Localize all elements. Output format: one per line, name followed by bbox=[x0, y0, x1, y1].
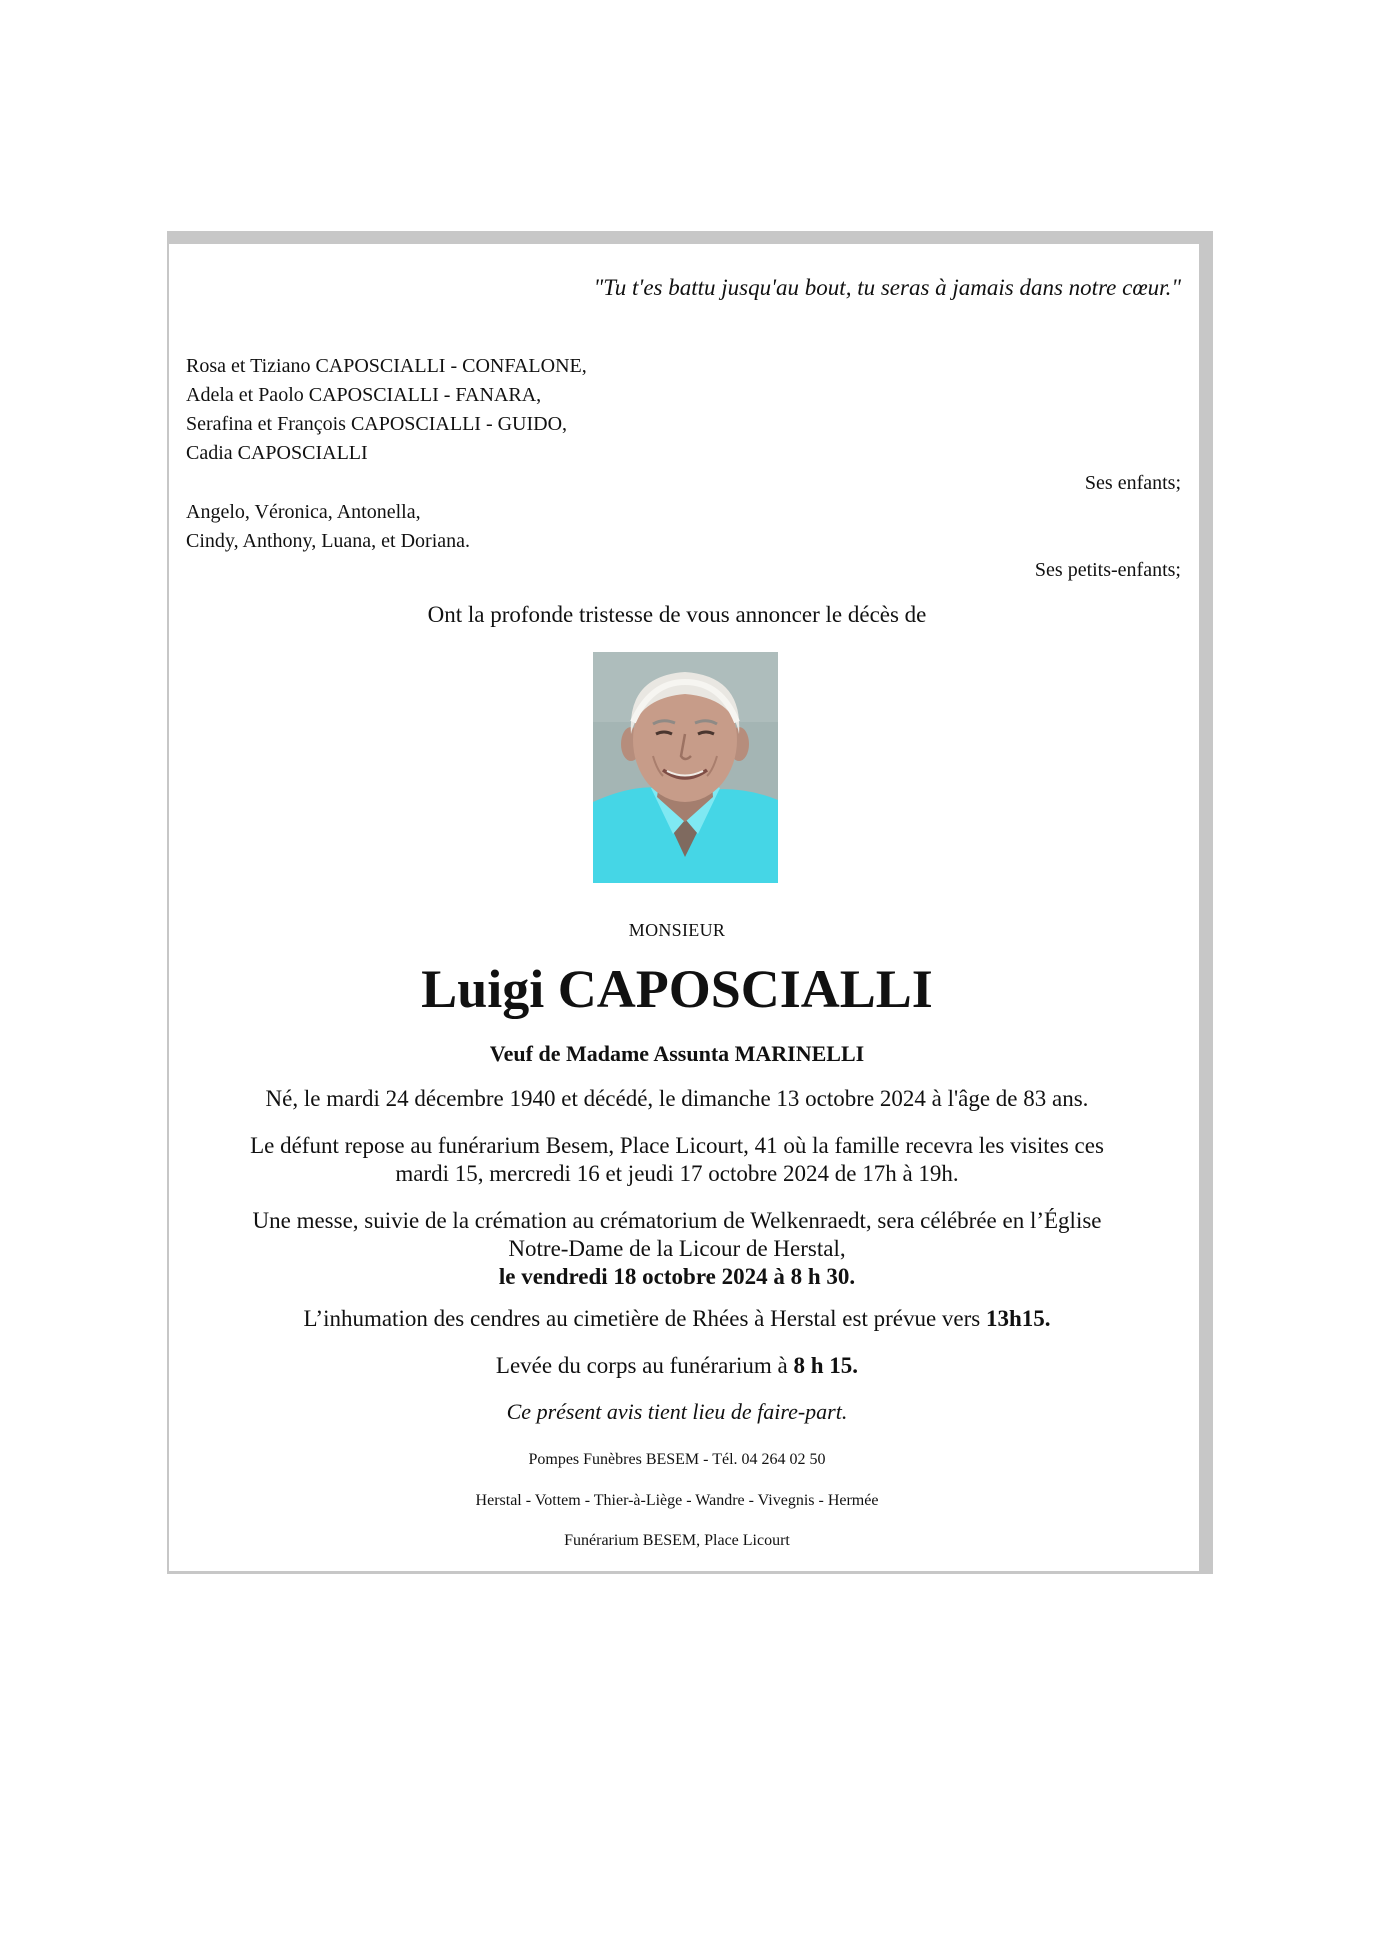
funerarium-address: Funérarium BESEM, Place Licourt bbox=[564, 1532, 790, 1549]
obituary-notice bbox=[167, 231, 1213, 1574]
birth-death-dates: Né, le mardi 24 décembre 1940 et décédé, le dimanche 13 octobre 2024 à l'âge de 83 ans. bbox=[265, 1086, 1089, 1111]
memorial-quote: "Tu t'es battu jusqu'au bout, tu seras à jamais dans notre cœur." bbox=[593, 275, 1181, 300]
grandchildren-label: Ses petits-enfants; bbox=[1034, 559, 1181, 581]
funeral-home-locations: Herstal - Vottem - Thier-à-Liège - Wandre - Vivegnis - Hermée bbox=[475, 1492, 879, 1509]
mass-line: Une messe, suivie de la crémation au crématorium de Welkenraedt, sera célébrée en l’Église bbox=[252, 1208, 1102, 1233]
faire-part-note: Ce présent avis tient lieu de faire-part. bbox=[506, 1399, 848, 1424]
announcement-text: Ont la profonde tristesse de vous annoncer le décès de bbox=[427, 602, 927, 627]
mass-date: le vendredi 18 octobre 2024 à 8 h 30. bbox=[498, 1264, 856, 1289]
lift-text: Levée du corps au funérarium à bbox=[495, 1353, 794, 1378]
list-item: Angelo, Véronica, Antonella, bbox=[186, 501, 421, 523]
ashes-burial-information bbox=[169, 1306, 1185, 1332]
lift-time: 8 h 15. bbox=[793, 1353, 859, 1378]
wake-line: mardi 15, mercredi 16 et jeudi 17 octobre 2024 de 17h à 19h. bbox=[395, 1161, 959, 1186]
deceased-title: MONSIEUR bbox=[628, 920, 726, 940]
list-item: Adela et Paolo CAPOSCIALLI - FANARA, bbox=[186, 384, 542, 406]
mass-information bbox=[199, 1207, 1155, 1291]
grandchildren-list bbox=[186, 498, 470, 556]
list-item: Rosa et Tiziano CAPOSCIALLI - CONFALONE, bbox=[186, 355, 587, 377]
deceased-name: Luigi CAPOSCIALLI bbox=[421, 959, 933, 1019]
list-item: Cadia CAPOSCIALLI bbox=[186, 442, 368, 464]
wake-information bbox=[199, 1132, 1155, 1188]
ashes-text: L’inhumation des cendres au cimetière de Rhées à Herstal est prévue vers bbox=[303, 1306, 986, 1331]
children-list bbox=[186, 352, 587, 468]
deceased-portrait bbox=[593, 652, 778, 883]
ashes-time: 13h15. bbox=[985, 1306, 1051, 1331]
widower-of: Veuf de Madame Assunta MARINELLI bbox=[489, 1041, 865, 1066]
wake-line: Le défunt repose au funérarium Besem, Place Licourt, 41 où la famille recevra les visites ces bbox=[250, 1133, 1104, 1158]
children-label: Ses enfants; bbox=[1084, 472, 1181, 494]
funeral-home-contact: Pompes Funèbres BESEM - Tél. 04 264 02 50 bbox=[528, 1451, 826, 1468]
body-lift-information bbox=[169, 1353, 1185, 1379]
list-item: Cindy, Anthony, Luana, et Doriana. bbox=[186, 530, 471, 552]
list-item: Serafina et François CAPOSCIALLI - GUIDO, bbox=[186, 413, 568, 435]
mass-line: Notre-Dame de la Licour de Herstal, bbox=[508, 1236, 846, 1261]
